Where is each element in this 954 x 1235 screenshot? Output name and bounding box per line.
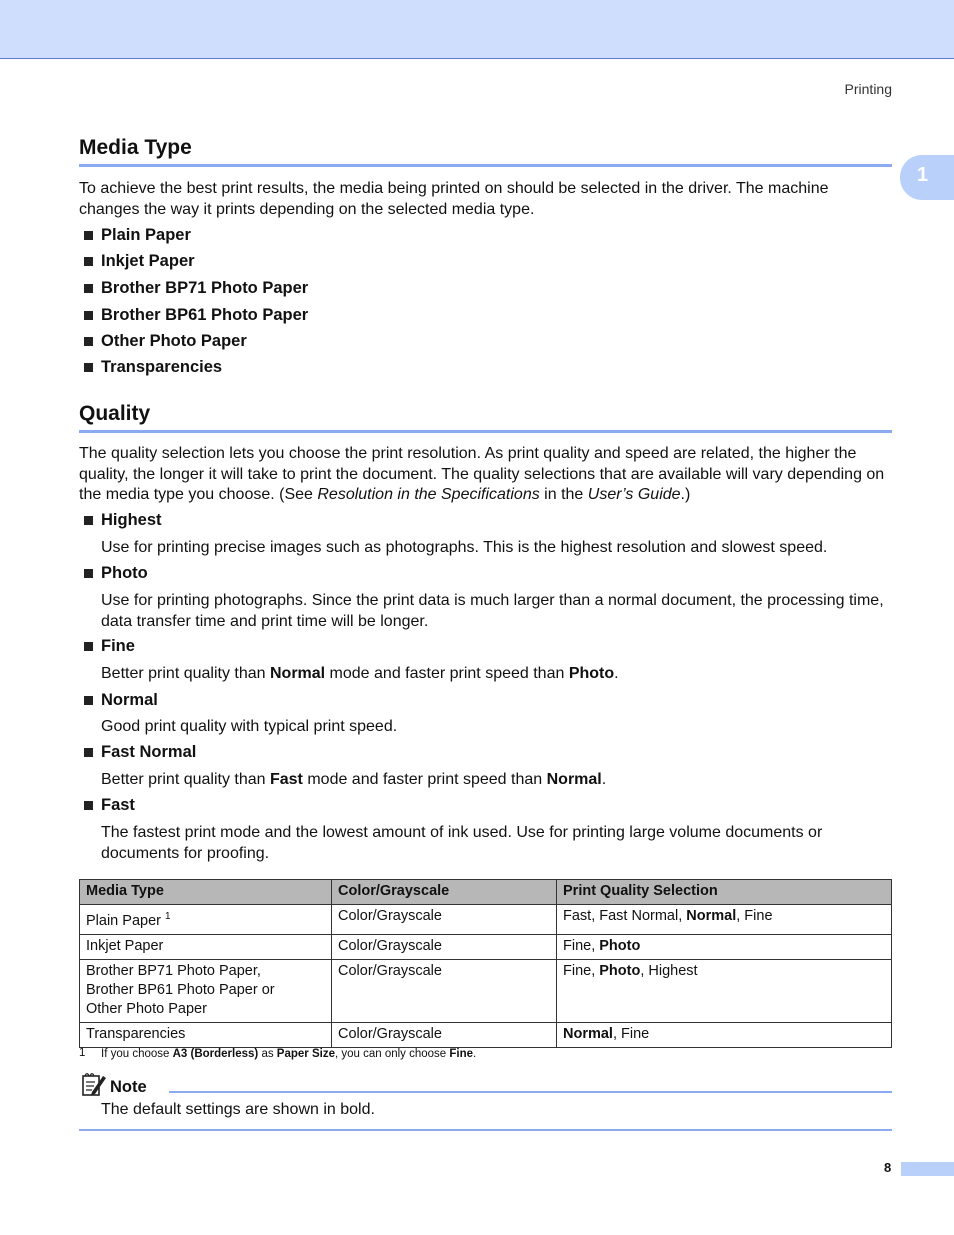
quality-desc: Better print quality than Fast mode and faster print speed than Normal. [101,771,607,788]
table-header-row [80,880,892,905]
footnote-number: 1 [79,1047,86,1059]
bullet-square [84,516,93,525]
table-cell: Color/Grayscale [332,1022,557,1047]
bullet-square [84,257,93,266]
media-item: Inkjet Paper [84,252,195,271]
table-row [80,905,892,935]
bullet-square [84,337,93,346]
media-item: Brother BP71 Photo Paper [84,279,308,298]
table-row [80,959,892,1022]
media-type-intro: To achieve the best print results, the media being printed on should be selected in the driver. The machine changes the way it prints depending on the selected media type. [79,180,829,218]
table-cell: Fast, Fast Normal, Normal, Fine [557,905,892,935]
footnote-text: If you choose A3 (Borderless) as Paper Size, you can only choose Fine. [101,1048,477,1060]
quality-desc: The fastest print mode and the lowest amount of ink used. Use for printing large volume documents or documents for proofing. [101,824,823,862]
bullet-square [84,748,93,757]
table-cell: Fine, Photo [557,934,892,959]
quality-intro: The quality selection lets you choose the print resolution. As print quality and speed are related, the higher the quality, the longer it will take to print the document. The quality selections that are available will vary depending on the media type you choose. (See Resolution in the Specifications in the User’s Guide.) [79,445,885,503]
note-text: The default settings are shown in bold. [101,1101,375,1118]
note-bottom-rule [79,1129,892,1131]
quality-item: Photo [84,564,148,583]
note-pencil-icon [81,1073,107,1097]
note-label: Note [110,1078,147,1096]
quality-item: Fast [84,796,135,815]
bullet-square [84,569,93,578]
note-rule [169,1091,892,1093]
quality-item: Normal [84,691,158,710]
quality-item: Highest [84,511,162,530]
media-item: Brother BP61 Photo Paper [84,306,308,325]
bullet-square [84,363,93,372]
table-row [80,934,892,959]
bullet-square [84,801,93,810]
table-cell: Fine, Photo, Highest [557,959,892,1022]
table-header-cell: Color/Grayscale [332,880,557,905]
chapter-tab [900,155,954,200]
table-cell: Transparencies [80,1022,332,1047]
table-header-cell: Media Type [80,880,332,905]
note-header [79,1073,892,1099]
quality-item: Fine [84,637,135,656]
bullet-square [84,696,93,705]
table-cell: Color/Grayscale [332,959,557,1022]
bullet-square [84,284,93,293]
bullet-square [84,311,93,320]
table-cell: Inkjet Paper [80,934,332,959]
page-number: 8 [884,1160,892,1175]
quality-desc: Use for printing photographs. Since the print data is much larger than a normal document, the processing time, data transfer time and print time will be longer. [101,592,884,630]
table-cell: Color/Grayscale [332,905,557,935]
bullet-square [84,642,93,651]
table-cell: Normal, Fine [557,1022,892,1047]
media-item: Transparencies [84,358,222,377]
table-cell: Color/Grayscale [332,934,557,959]
quality-desc: Use for printing precise images such as photographs. This is the highest resolution and slowest speed. [101,539,828,556]
top-band [0,0,954,59]
bullet-square [84,231,93,240]
quality-desc: Good print quality with typical print speed. [101,718,398,735]
footnote-ref: 1 [165,911,171,922]
chapter-number: 1 [917,164,929,186]
quality-item: Fast Normal [84,743,196,762]
table-cell: Plain Paper $^1$ [80,905,332,935]
quality-table [79,879,892,1048]
quality-heading: Quality [79,402,892,433]
quality-desc: Better print quality than Normal mode and faster print speed than Photo. [101,665,619,682]
media-item: Other Photo Paper [84,332,247,351]
table-header-cell: Print Quality Selection [557,880,892,905]
media-type-heading: Media Type [79,136,892,167]
media-item: Plain Paper [84,226,191,245]
table-cell: Brother BP71 Photo Paper, Brother BP61 Photo Paper or Other Photo Paper [80,959,332,1022]
table-row [80,1022,892,1047]
running-head: Printing [844,81,892,97]
page-number-bar [901,1162,954,1176]
